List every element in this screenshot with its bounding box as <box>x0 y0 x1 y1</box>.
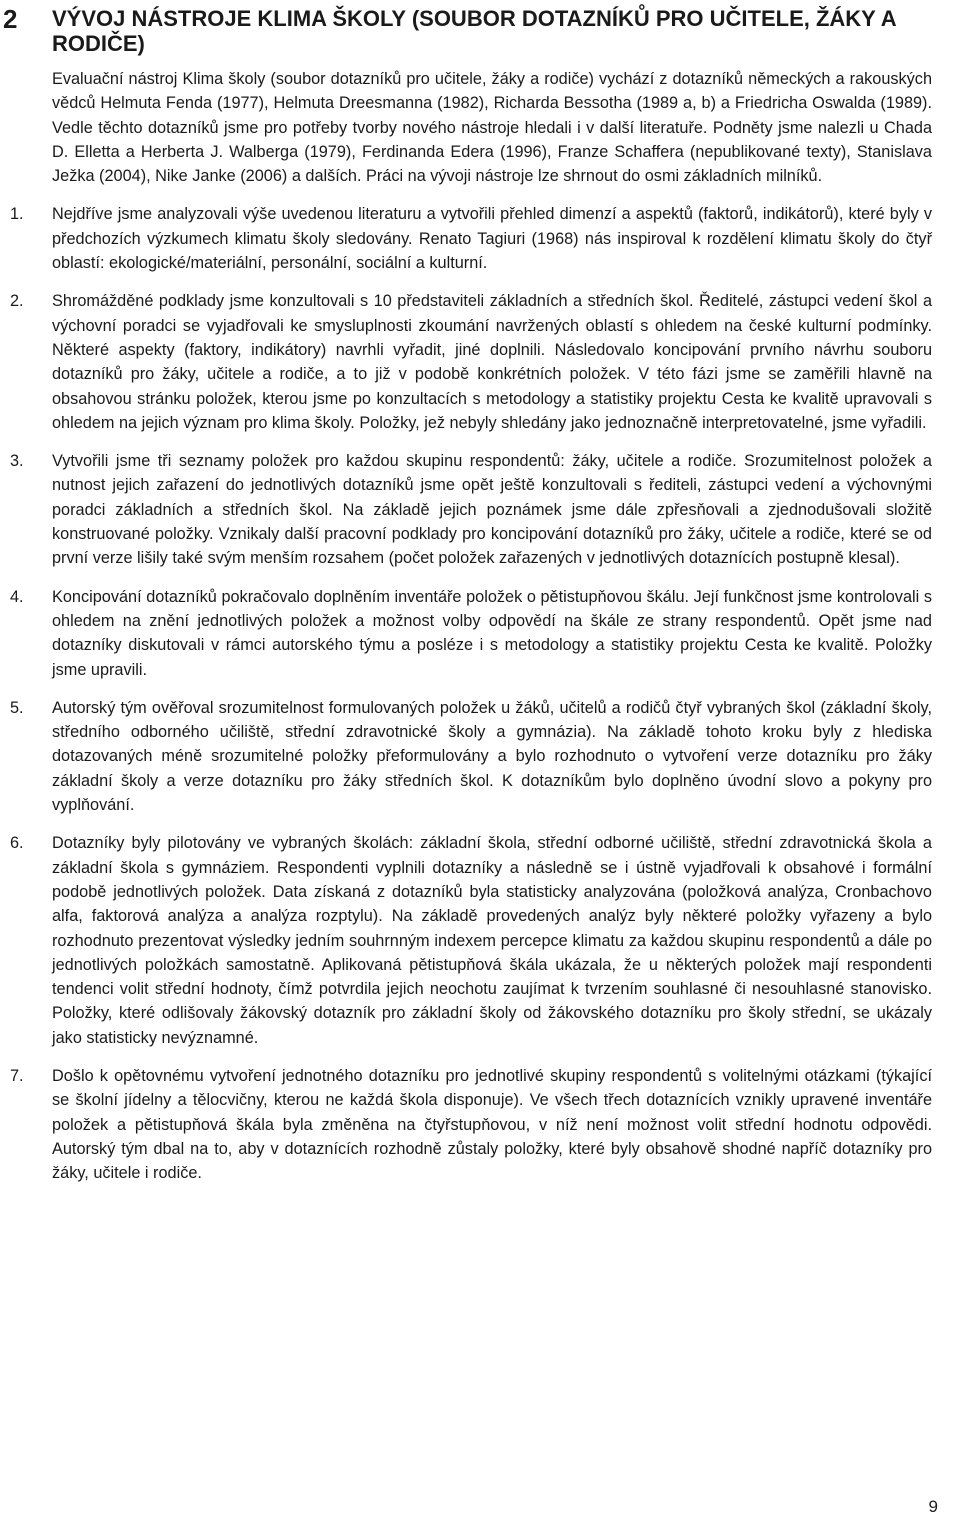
list-item <box>10 696 932 817</box>
list-item-text: Došlo k opětovnému vytvoření jednotného dotazníku pro jednotlivé skupiny respondentů s volitelnými otázkami (týkající se školní jídelny a tělocvičny, kterou ne každá škola disponuje). Ve všech třech dotaznících vznikly upravené inventáře položek a pětistupňová škála byla změněna na čtyřstupňovou, v níž není možnost volit střední hodnotu odpovědi. Autorský tým dbal na to, aby v dotaznících rozhodně zůstaly položky, které byly obsahově shodné napříč dotazníky pro žáky, učitele i rodiče. <box>52 1066 932 1183</box>
list-item-text: Autorský tým ověřoval srozumitelnost formulovaných položek u žáků, učitelů a rodičů čtyř vybraných škol (základní školy, středního odborného učiliště, střední zdravotnické školy a gymnázia). Na základě tohoto kroku byly z hlediska dotazovaných méně srozumitelné položky přeformulovány a bylo rozhodnuto o vytvoření verze dotazníku pro žáky základní školy a verze dotazníku pro žáky středních škol. K dotazníkům bylo doplněno úvodní slovo a pokyny pro vyplňování. <box>52 698 932 815</box>
list-item-number: 5. <box>10 698 24 717</box>
chapter-number: 2 <box>3 4 18 34</box>
list-item <box>10 289 932 435</box>
page-number: 9 <box>928 1497 938 1516</box>
list-item-number: 6. <box>10 834 24 853</box>
list-item-number: 1. <box>10 205 24 224</box>
intro-paragraph: Evaluační nástroj Klima školy (soubor dotazníků pro učitele, žáky a rodiče) vychází z dotazníků německých a rakouských vědců Helmuta Fenda (1977), Helmuta Dreesmanna (1982), Richarda Bessotha (1989 a, b) a Friedricha Oswalda (1989). Vedle těchto dotazníků jsme pro potřeby tvorby nového nástroje hledali i v další literatuře. Podněty jsme nalezli u Chada D. Elletta a Herberta J. Walberga (1979), Ferdinanda Edera (1996), Franze Schaffera (nepublikované texty), Stanislava Ježka (2004), Nike Janke (2006) a dalších. Práci na vývoji nástroje lze shrnout do osmi základních milníků. <box>52 70 932 186</box>
list-item-text: Dotazníky byly pilotovány ve vybraných školách: základní škola, střední odborné učiliště, střední zdravotnická škola a základní škola s gymnáziem. Respondenti vyplnili dotazníky a následně se i ústně vyjadřovali k obsahové i formální podobě jednotlivých položek. Data získaná z dotazníků byla statisticky analyzována (položková analýza, Cronbachovo alfa, faktorová analýza a analýza rozptylu). Na základě provedených analýz byly některé položky vyřazeny a bylo rozhodnuto prezentovat výsledky jedním souhrnným indexem percepce klimatu za každou skupinu respondentů a dále po jednotlivých položkách samostatně. Aplikovaná pětistupňová škála ukázala, že u některých položek mají respondenti tendenci volit střední hodnoty, čímž potvrdila jejich neochotu zaujímat k tvrzením souhlasné či nesouhlasné stanovisko. Položky, které odlišovaly žákovský dotazník pro základní školy od žákovského dotazníku pro školy střední, se ukázaly jako statisticky nevýznamné. <box>52 834 932 1047</box>
chapter-title: VÝVOJ NÁSTROJE KLIMA ŠKOLY (SOUBOR DOTAZNÍKŮ PRO UČITELE, ŽÁKY A RODIČE) <box>52 6 896 56</box>
list-item-text: Nejdříve jsme analyzovali výše uvedenou literaturu a vytvořili přehled dimenzí a aspektů (faktorů, indikátorů), které byly v předchozích výzkumech klimatu školy sledovány. Renato Tagiuri (1968) nás inspiroval k rozdělení klimatu školy do čtyř oblastí: ekologické/materiální, personální, sociální a kulturní. <box>52 205 932 273</box>
list-item-text: Vytvořili jsme tři seznamy položek pro každou skupinu respondentů: žáky, učitele a rodiče. Srozumitelnost položek a nutnost jejich zařazení do jednotlivých dotazníků jsme opět ještě konzultovali s řediteli, zástupci vedení a výchovnými poradci základních a středních škol. Na základě jejich poznámek jsme dále zpřesňovali a zjednodušovali složitě konstruované položky. Vznikaly další pracovní podklady pro koncipování dotazníků pro žáky, učitele a rodiče, které se od první verze lišily také svým menším rozsahem (počet položek zařazených v jednotlivých dotaznících postupně klesal). <box>52 452 932 568</box>
list-item <box>10 1064 932 1185</box>
list-item <box>10 202 932 275</box>
list-item-number: 4. <box>10 587 24 606</box>
list-item-text: Koncipování dotazníků pokračovalo doplněním inventáře položek o pětistupňovou škálu. Její funkčnost jsme kontrolovali s ohledem na znění jednotlivých položek a možnost volby odpovědí na škále ze strany respondentů. Opět jsme nad dotazníky diskutovali v rámci autorského týmu a posléze i s metodology a statistiky projektu Cesta ke kvalitě. Položky jsme upravili. <box>52 587 932 679</box>
list-item-number: 2. <box>10 292 24 311</box>
milestones-list <box>10 202 932 1185</box>
list-item <box>10 831 932 1050</box>
list-item-text: Shromážděné podklady jsme konzultovali s 10 představiteli základních a středních škol. Ředitelé, zástupci vedení škol a výchovní poradci se vyjadřovali ke smysluplnosti zkoumání navržených oblastí s ohledem na české kulturní podmínky. Některé aspekty (faktory, indikátory) navrhli vyřadit, jiné doplnili. Následovalo koncipování prvního návrhu souboru dotazníků pro žáky, učitele a rodiče, a to již v podobě konkrétních položek. V této fázi jsme se zaměřili hlavně na obsahovou stránku položek, kterou jsme po konzultacích s metodology a statistiky projektu Cesta ke kvalitě upravovali s ohledem na jejich význam pro klima školy. Položky, jež nebyly shledány jako jednoznačně interpretovatelné, jsme vyřadili. <box>52 292 932 432</box>
list-item-number: 7. <box>10 1066 24 1085</box>
list-item <box>10 585 932 682</box>
chapter-content <box>10 67 932 1199</box>
list-item <box>10 449 932 570</box>
list-item-number: 3. <box>10 452 24 471</box>
